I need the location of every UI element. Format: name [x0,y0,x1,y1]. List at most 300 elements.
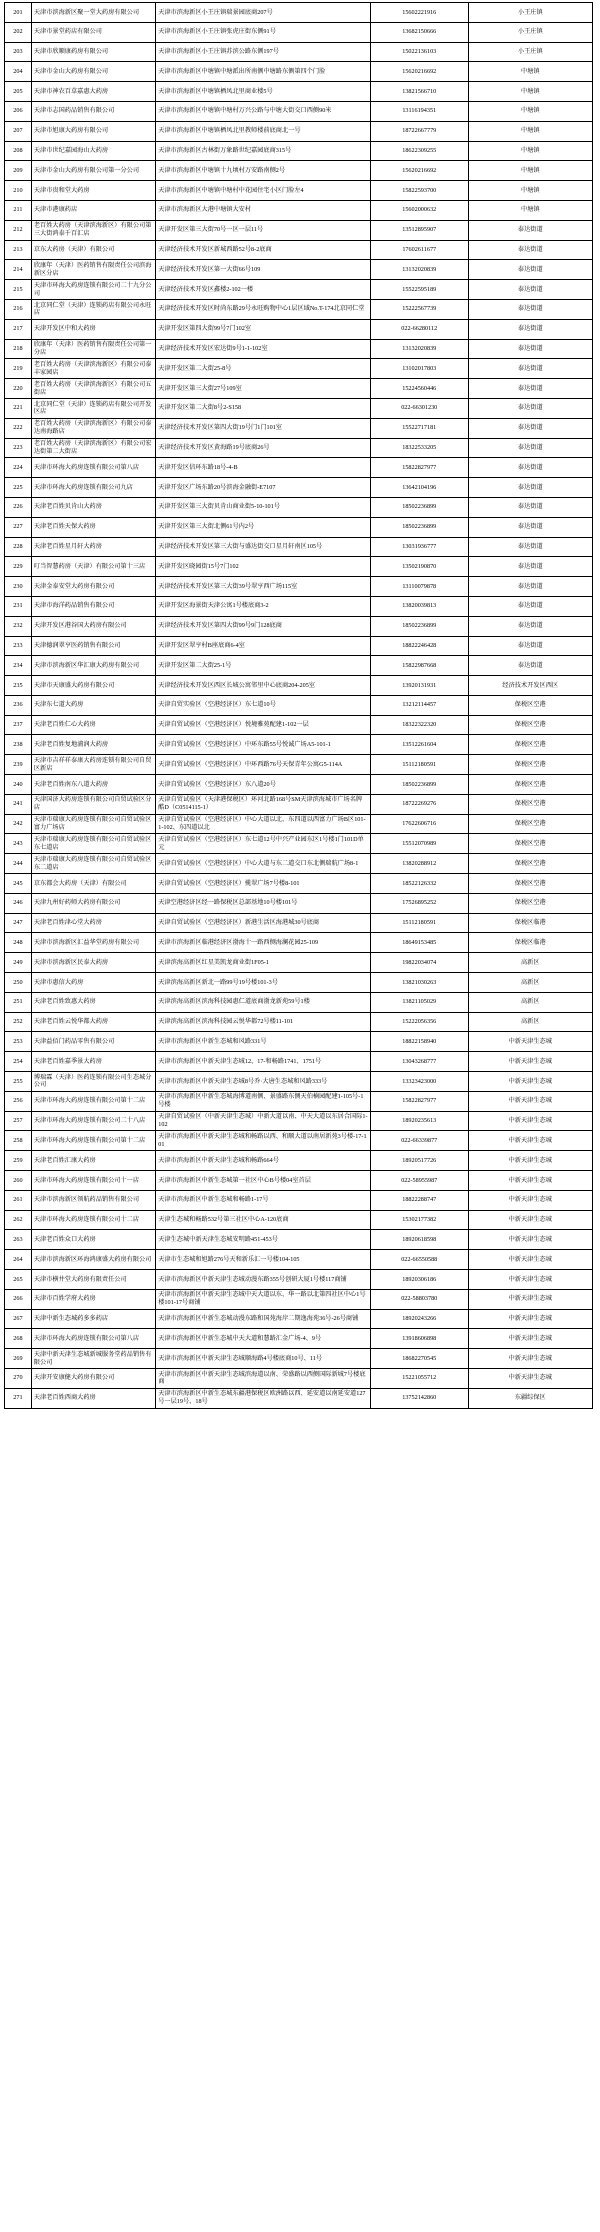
pharmacy-name: 天津市金山大药房有限公司第一分公司 [31,161,155,181]
pharmacy-address: 天津市生态城和旭路276号天和新乐汇一号楼104-105 [156,1250,371,1270]
district: 中塘镇 [468,101,592,121]
pharmacy-name: 天津中新天津生态城新城服务堂药品销售有限公司 [31,1349,155,1369]
pharmacy-address: 天津经济技术开发区第四大街19号门1门101室 [156,418,371,438]
table-row [5,1250,593,1270]
phone-number: 13031936777 [370,537,468,557]
pharmacy-name: 北京同仁堂（天津）连锁药店有限公司开发区店 [31,398,155,418]
table-row [5,220,593,240]
table-row [5,1309,593,1329]
district: 泰达街道 [468,517,592,537]
phone-number: 13132020839 [370,260,468,280]
phone-number: 13512261604 [370,735,468,755]
phone-number: 13212114457 [370,695,468,715]
row-number: 237 [5,715,32,735]
district: 高新区 [468,953,592,973]
pharmacy-address: 天津市滨海新区小王庄镇瑞景园底商207号 [156,3,371,23]
row-number: 255 [5,1072,32,1092]
district: 保税区临港 [468,933,592,953]
table-row [5,438,593,458]
phone-number: 13821105029 [370,992,468,1012]
row-number: 206 [5,101,32,121]
district: 泰达街道 [468,656,592,676]
row-number: 204 [5,62,32,82]
pharmacy-name: 欣康年（天津）医药销售有限责任公司第一分店 [31,339,155,359]
pharmacy-name: 天津中新生态城药多多药店 [31,1309,155,1329]
pharmacy-name: 天津市滨海新区环海鸿康盛大药房有限公司 [31,1250,155,1270]
district: 泰达街道 [468,418,592,438]
row-number: 253 [5,1032,32,1052]
table-row [5,695,593,715]
phone-number: 18322533205 [370,438,468,458]
row-number: 252 [5,1012,32,1032]
pharmacy-name: 京东大药房（天津）有限公司 [31,240,155,260]
table-row [5,1032,593,1052]
pharmacy-address: 天津市滨海新区中新天津生态城动漫东路355号创研大厦1号楼117商铺 [156,1270,371,1290]
pharmacy-name: 天津益佰门药品零售有限公司 [31,1032,155,1052]
phone-number: 13820039813 [370,596,468,616]
table-row [5,200,593,220]
phone-number: 15620216692 [370,62,468,82]
pharmacy-name: 天津市滨海新区领航药品销售有限公司 [31,1190,155,1210]
table-row [5,1368,593,1388]
row-number: 222 [5,418,32,438]
district: 泰达街道 [468,240,592,260]
pharmacy-address: 天津市滨海新区大港中塘镇大安村 [156,200,371,220]
phone-number: 15822593700 [370,181,468,201]
table-row [5,121,593,141]
row-number: 257 [5,1111,32,1131]
table-row [5,973,593,993]
district: 小王庄镇 [468,3,592,23]
district: 高新区 [468,992,592,1012]
row-number: 205 [5,82,32,102]
row-number: 207 [5,121,32,141]
phone-number: 19822034074 [370,953,468,973]
pharmacy-name: 天津东七道大药房 [31,695,155,715]
phone-number: 15822987668 [370,656,468,676]
table-row [5,240,593,260]
table-row [5,1329,593,1349]
phone-number: 15620216692 [370,161,468,181]
table-row [5,953,593,973]
phone-number: 15522717181 [370,418,468,438]
table-row [5,656,593,676]
district: 中塘镇 [468,82,592,102]
table-row [5,260,593,280]
district: 中新天津生态城 [468,1072,592,1092]
table-row [5,1289,593,1309]
phone-number: 13116194351 [370,101,468,121]
table-row [5,676,593,696]
table-row [5,339,593,359]
pharmacy-address: 天津开发区广场东路20号滨海金融街-E7107 [156,478,371,498]
phone-number: 18522126332 [370,874,468,894]
pharmacy-name: 老百姓大药房（天津滨海新区）有限公司泰达南海路店 [31,418,155,438]
phone-number: 13682150666 [370,22,468,42]
row-number: 212 [5,220,32,240]
district: 泰达街道 [468,616,592,636]
phone-number: 022-58803780 [370,1289,468,1309]
phone-number: 022-66550588 [370,1250,468,1270]
district: 中塘镇 [468,141,592,161]
phone-number: 15112180591 [370,913,468,933]
pharmacy-address: 天津开发区翠亨村B座底商6-4室 [156,636,371,656]
row-number: 250 [5,973,32,993]
pharmacy-address: 天津开发区第三大街70号一区一层11号 [156,220,371,240]
table-row [5,1052,593,1072]
table-row [5,735,593,755]
district: 中新天津生态城 [468,1250,592,1270]
pharmacy-name: 天津市欣顺康药房有限公司 [31,42,155,62]
pharmacy-name: 天津市环海大药房连锁有限公司十一店 [31,1171,155,1191]
row-number: 236 [5,695,32,715]
table-row [5,1210,593,1230]
table-row [5,616,593,636]
row-number: 260 [5,1171,32,1191]
row-number: 251 [5,992,32,1012]
pharmacy-name: 天津开发区中和大药房 [31,319,155,339]
pharmacy-name: 老百姓大药房（天津滨海新区）有限公司泰丰家园店 [31,359,155,379]
pharmacy-address: 天津市滨海新区中新天津生态城顺海路4号楼底商10号、11号 [156,1349,371,1369]
phone-number: 13502190870 [370,557,468,577]
district: 中新天津生态城 [468,1111,592,1131]
pharmacy-address: 天津市滨海新区中塘镇中塘村万兴公路与中塘大街交口西侧90米 [156,101,371,121]
district: 泰达街道 [468,497,592,517]
district: 泰达街道 [468,458,592,478]
district: 泰达街道 [468,339,592,359]
district: 中新天津生态城 [468,1151,592,1171]
row-number: 264 [5,1250,32,1270]
pharmacy-name: 天津市惠信大药房 [31,973,155,993]
row-number: 265 [5,1270,32,1290]
row-number: 241 [5,794,32,814]
pharmacy-address: 天津市滨海新区中新生态城和畅路1-17号 [156,1190,371,1210]
pharmacy-address: 天津市滨海新区中新天津生态城中天大道以东、华一路以北第四社区中心1号楼101-17号商铺 [156,1289,371,1309]
pharmacy-name: 天津开发区港谷国大药房有限公司 [31,616,155,636]
row-number: 225 [5,478,32,498]
district: 高新区 [468,1012,592,1032]
phone-number: 15221055712 [370,1368,468,1388]
row-number: 254 [5,1052,32,1072]
district: 小王庄镇 [468,22,592,42]
phone-number: 18920235613 [370,1111,468,1131]
row-number: 221 [5,398,32,418]
phone-number: 13821030263 [370,973,468,993]
pharmacy-name: 天津市环海大药房连锁有限公司第十二店 [31,1091,155,1111]
phone-number: 18822246428 [370,636,468,656]
district: 中塘镇 [468,121,592,141]
pharmacy-address: 天津市滨海新区中塘镇中塘村中花园住宅小区门脸左4 [156,181,371,201]
pharmacy-address: 天津市滨海新区小王庄镇张虎庄街东侧91号 [156,22,371,42]
row-number: 270 [5,1368,32,1388]
row-number: 227 [5,517,32,537]
phone-number: 13110079878 [370,577,468,597]
table-row [5,596,593,616]
pharmacy-name: 天津市旭康大药房有限公司 [31,121,155,141]
pharmacy-name: 天津市海洋药品销售有限公司 [31,596,155,616]
row-number: 263 [5,1230,32,1250]
district: 中新天津生态城 [468,1052,592,1072]
district: 泰达街道 [468,280,592,300]
pharmacy-name: 天津老百姓星月轩大药房 [31,537,155,557]
row-number: 220 [5,379,32,399]
pharmacy-address: 天津自贸实验区（空港经济区）东七道10号 [156,695,371,715]
row-number: 238 [5,735,32,755]
row-number: 209 [5,161,32,181]
district: 泰达街道 [468,577,592,597]
phone-number: 022-66280112 [370,319,468,339]
table-row [5,280,593,300]
row-number: 240 [5,775,32,795]
pharmacy-name: 北京同仁堂（天津）连锁药店有限公司永旺店 [31,299,155,319]
pharmacy-name: 天津老百姓津心堂大药房 [31,913,155,933]
district: 泰达街道 [468,379,592,399]
pharmacy-name: 天津市环海大药房连锁有限公司十二店 [31,1210,155,1230]
district: 泰达街道 [468,557,592,577]
table-row [5,478,593,498]
table-row [5,1349,593,1369]
pharmacy-name: 天津市环海大药房连锁有限公司二十八店 [31,1111,155,1131]
district: 中塘镇 [468,62,592,82]
table-row [5,181,593,201]
district: 中塘镇 [468,161,592,181]
row-number: 266 [5,1289,32,1309]
pharmacy-address: 天津开发区第三大街27号109室 [156,379,371,399]
table-row [5,517,593,537]
district: 中新天津生态城 [468,1329,592,1349]
phone-number: 13821566710 [370,82,468,102]
table-row [5,3,593,23]
pharmacy-name: 天津市神农百草嘉惠大药房 [31,82,155,102]
district: 中新天津生态城 [468,1309,592,1329]
district: 经济技术开发区西区 [468,676,592,696]
pharmacy-address: 天津开发区第二大街25-1号 [156,656,371,676]
table-row [5,299,593,319]
district: 保税区空港 [468,715,592,735]
phone-number: 18722667779 [370,121,468,141]
phone-number: 17526895252 [370,893,468,913]
pharmacy-address: 天津经济技术开发区第四大街99号9门128底商 [156,616,371,636]
pharmacy-name: 天津老百姓复地浦润大药房 [31,735,155,755]
pharmacy-address: 天津开发区第二大街25-8号 [156,359,371,379]
table-row [5,319,593,339]
table-row [5,992,593,1012]
row-number: 239 [5,755,32,775]
pharmacy-address: 天津空港经济区经一路保税区总部基地10号楼101号 [156,893,371,913]
pharmacy-name: 天津老百姓致惠大药房 [31,992,155,1012]
district: 泰达街道 [468,596,592,616]
row-number: 242 [5,814,32,834]
district: 泰达街道 [468,636,592,656]
phone-number: 18822288747 [370,1190,468,1210]
phone-number: 13512895907 [370,220,468,240]
phone-number: 022-58955987 [370,1171,468,1191]
pharmacy-name: 天津市百姓学府大药房 [31,1289,155,1309]
district: 泰达街道 [468,220,592,240]
pharmacy-name: 天津市贵和堂大药房 [31,181,155,201]
row-number: 217 [5,319,32,339]
pharmacy-address: 天津市滨海新区中新生态城动漫东路和国苑海岸二期逸海苑36号-26号商铺 [156,1309,371,1329]
pharmacy-address: 天津滨海高新区新北一路99号19号楼101-3号 [156,973,371,993]
pharmacy-name: 天津市滨海新区华汇康大药房有限公司 [31,656,155,676]
pharmacy-address: 天津开发区第三大街北侧61号内2号 [156,517,371,537]
district: 中新天津生态城 [468,1190,592,1210]
pharmacy-name: 京东都会大药房（天津）有限公司 [31,874,155,894]
row-number: 247 [5,913,32,933]
pharmacy-address: 天津市滨海新区中新天津生态城8号乔·大唐生态城和风路333号 [156,1072,371,1092]
pharmacy-address: 天津自贸试验区（空港经济区）中心大道与东二道交口东北侧瑞航广场8-1 [156,854,371,874]
district: 保税区空港 [468,834,592,854]
district: 小王庄镇 [468,42,592,62]
table-row [5,933,593,953]
row-number: 223 [5,438,32,458]
row-number: 231 [5,596,32,616]
table-row [5,715,593,735]
row-number: 230 [5,577,32,597]
table-row [5,636,593,656]
phone-number: 15302177382 [370,1210,468,1230]
pharmacy-address: 天津经济技术开发区第三大街39号翠亨西广场115室 [156,577,371,597]
table-row [5,1072,593,1092]
pharmacy-address: 天津自贸试验区（空港经济区）中环东路55号悦诚广场A5-101-1 [156,735,371,755]
phone-number: 18622309255 [370,141,468,161]
phone-number: 15602000632 [370,200,468,220]
table-row [5,893,593,913]
pharmacy-name: 叮当智慧药房（天津）有限公司第十三店 [31,557,155,577]
table-row [5,1151,593,1171]
district: 中新天津生态城 [468,1270,592,1290]
table-row [5,1230,593,1250]
pharmacy-address: 天津自贸试验区（空港经济区）揽翠广场7号楼8-101 [156,874,371,894]
table-row [5,161,593,181]
district: 高新区 [468,973,592,993]
table-row [5,418,593,438]
pharmacy-address: 天津自贸试验区（空港经济区）东七道12号中兴产业园东区1号楼1门101D单元 [156,834,371,854]
district: 保税区空港 [468,893,592,913]
row-number: 249 [5,953,32,973]
row-number: 202 [5,22,32,42]
table-row [5,1270,593,1290]
pharmacy-name: 天津国济大药房连锁有限公司自贸试验区分店 [31,794,155,814]
district: 中新天津生态城 [468,1289,592,1309]
pharmacy-address: 天津市滨海新区中新生态城海博道南侧、景盛路东侧天伯楠园配建1-105号-1号楼 [156,1091,371,1111]
row-number: 245 [5,874,32,894]
phone-number: 15522595189 [370,280,468,300]
table-row [5,854,593,874]
row-number: 256 [5,1091,32,1111]
pharmacy-name: 天津开安康健大药房有限公司 [31,1368,155,1388]
pharmacy-name: 老百姓大药房（天津滨海新区）有限公司第三大街鸿泰千百汇店 [31,220,155,240]
phone-number: 022-66339877 [370,1131,468,1151]
pharmacy-address: 天津经济技术开发区西区长城公寓邻里中心底商204-205室 [156,676,371,696]
table-row [5,557,593,577]
district: 中新天津生态城 [468,1171,592,1191]
row-number: 246 [5,893,32,913]
district: 保税区空港 [468,775,592,795]
pharmacy-address: 天津开发区晓园街15号7门102 [156,557,371,577]
row-number: 208 [5,141,32,161]
table-row [5,497,593,517]
pharmacy-name: 天津市天康盛大药房有限公司 [31,676,155,696]
pharmacy-address: 天津开发区第三大街贝肯山商业街5-10-101号 [156,497,371,517]
phone-number: 18722269276 [370,794,468,814]
pharmacy-address: 天津市滨海新区中新天津生态城12、17-和畅路1741、1751号 [156,1052,371,1072]
row-number: 244 [5,854,32,874]
phone-number: 15602221916 [370,3,468,23]
district: 中新天津生态城 [468,1131,592,1151]
pharmacy-name: 天津老百姓嘉季景大药房 [31,1052,155,1072]
row-number: 262 [5,1210,32,1230]
table-row [5,1012,593,1032]
pharmacy-address: 天津自贸试验区（空港经济区）东八道20号 [156,775,371,795]
row-number: 213 [5,240,32,260]
row-number: 235 [5,676,32,696]
pharmacy-address: 天津自贸试验区（天津港保税区）环河北路168号SM天津滨海城市广场名牌酷D（C0514115-1） [156,794,371,814]
pharmacy-name: 欣康年（天津）医药销售有限责任公司滨海新区分店 [31,260,155,280]
pharmacy-name: 老百姓大药房（天津滨海新区）有限公司宏达街第二大街店 [31,438,155,458]
pharmacy-address: 天津市滨海新区古林街万象路世纪嘉园底商315号 [156,141,371,161]
table-row [5,794,593,814]
district: 保税区空港 [468,854,592,874]
row-number: 210 [5,181,32,201]
district: 中塘镇 [468,200,592,220]
district: 保税区临港 [468,913,592,933]
pharmacy-address: 天津市滨海新区小王庄镇苏滨公路东侧197号 [156,42,371,62]
district: 泰达街道 [468,398,592,418]
pharmacy-table-body [5,3,593,1409]
pharmacy-address: 天津经济技术开发区新城西路52号8-2底商 [156,240,371,260]
phone-number: 13820288912 [370,854,468,874]
pharmacy-name: 天津市瑞康大药房连锁有限公司自贸试验区东二道店 [31,854,155,874]
phone-number: 18682270545 [370,1349,468,1369]
pharmacy-address: 天津自贸试验区（空港经济区）新港生活区海港城30号底商 [156,913,371,933]
table-row [5,141,593,161]
district: 保税区空港 [468,755,592,775]
phone-number: 18502236899 [370,517,468,537]
district: 保税区空港 [468,874,592,894]
phone-number: 18920517726 [370,1151,468,1171]
row-number: 269 [5,1349,32,1369]
phone-number: 15112180591 [370,755,468,775]
row-number: 243 [5,834,32,854]
table-row [5,101,593,121]
pharmacy-name: 天津市景堂药店有限公司 [31,22,155,42]
district: 中新天津生态城 [468,1091,592,1111]
row-number: 216 [5,299,32,319]
table-row [5,359,593,379]
pharmacy-address: 天津经济技术开发区时尚东路29号永旺购物中心1层区域No.T-174北京同仁堂 [156,299,371,319]
district: 泰达街道 [468,260,592,280]
pharmacy-name: 老百姓大药房（天津滨海新区）有限公司五街店 [31,379,155,399]
pharmacy-address: 天津市滨海新区中塘镇栖凤北里教师楼前底商北一号 [156,121,371,141]
pharmacy-address: 天津开发区海景街天津公寓1号楼底商3-2 [156,596,371,616]
phone-number: 18502236899 [370,775,468,795]
district: 泰达街道 [468,319,592,339]
district: 中新天津生态城 [468,1032,592,1052]
table-row [5,775,593,795]
phone-number: 18502236899 [370,616,468,636]
phone-number: 15822827977 [370,458,468,478]
pharmacy-address: 天津滨海高新区滨海科技园惠仁道底商渤龙新苑59号1楼 [156,992,371,1012]
district: 中新天津生态城 [468,1368,592,1388]
pharmacy-address: 天津开发区第四大街99号7门102室 [156,319,371,339]
row-number: 218 [5,339,32,359]
phone-number: 13043268777 [370,1052,468,1072]
row-number: 203 [5,42,32,62]
table-row [5,577,593,597]
table-row [5,874,593,894]
district: 泰达街道 [468,478,592,498]
